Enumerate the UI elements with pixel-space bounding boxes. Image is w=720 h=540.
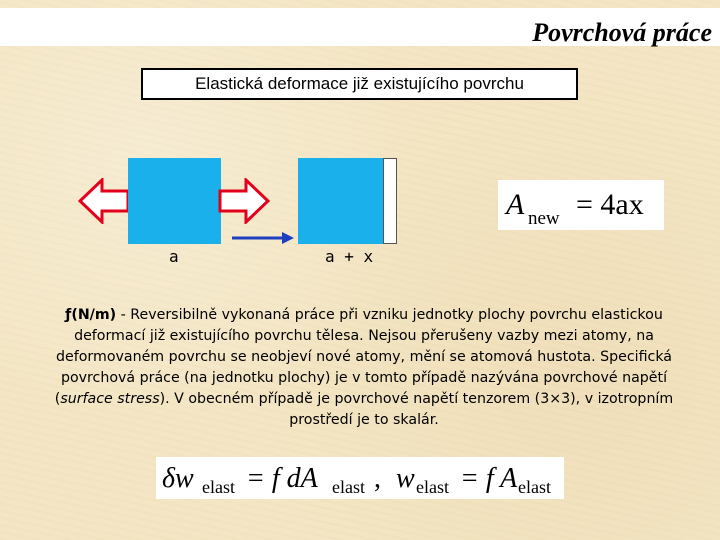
formula-work (156, 457, 564, 499)
red-arrow-left-icon (78, 178, 130, 224)
formula-sep: , (374, 463, 381, 494)
description-paragraph (44, 305, 684, 431)
formula-rhs: = 4ax (576, 188, 644, 221)
formula-fda: = f dA (246, 463, 318, 494)
formula-fa: = f A (460, 463, 518, 494)
label-a: a (169, 247, 179, 266)
formula-dw: δw (162, 463, 194, 494)
formula-lhs-sub: new (528, 208, 560, 229)
surface-stress-term: surface stress (60, 391, 160, 407)
formula-area (498, 180, 664, 230)
formula-w-sub: elast (416, 477, 449, 497)
blue-arrow-icon (230, 230, 296, 246)
formula-fda-sub: elast (332, 477, 365, 497)
title-bar (0, 8, 720, 46)
red-arrow-right-icon (218, 178, 270, 224)
square-a-plus-x (298, 158, 383, 244)
subtitle: Elastická deformace již existujícího povrchu (195, 74, 524, 93)
formula-fa-sub: elast (518, 477, 551, 497)
label-a-plus-x: a + x (325, 247, 374, 266)
formula-w: w (396, 463, 415, 494)
description-text-2: ). V obecném případě je povrchové napětí tenzorem (3×3), v izotropním prostředí je to skalár. (159, 391, 674, 428)
formula-dw-sub: elast (202, 477, 235, 497)
square-a (128, 158, 221, 244)
formula-lhs: A (506, 188, 525, 221)
formula-area-svg (498, 180, 664, 230)
description-text-1: - Reversibilně vykonaná práce při vzniku jednotky plochy povrchu elastickou deformací již existujícího povrchu tělesa. Nejsou přerušeny vazby mezi atomy, na deformovaném povrchu se neobjeví nové atomy, mění se atomová hustota. Specifická povrchová práce (na jednotku plochy) je v tomto případě nazývána povrchové napětí ( (54, 307, 672, 407)
formula-work-svg (156, 457, 564, 499)
extension-strip (383, 158, 397, 244)
symbol-f: ƒ(N/m) (65, 307, 117, 323)
page-title: Povrchová práce (532, 18, 712, 47)
subtitle-box (141, 68, 578, 100)
